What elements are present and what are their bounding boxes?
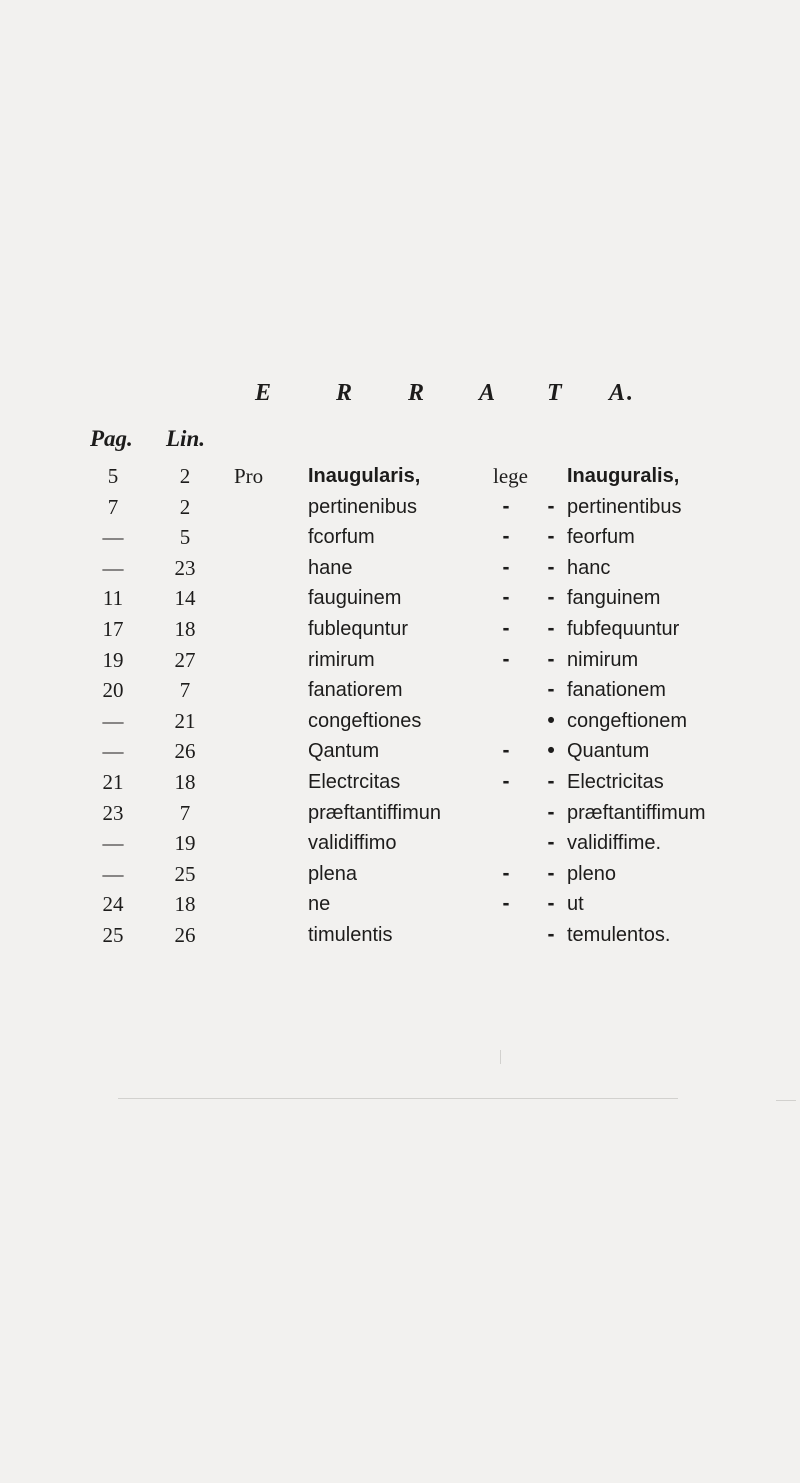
page-number: — xyxy=(102,861,124,886)
separator-mark: - xyxy=(547,525,555,549)
pag-header: Pag. xyxy=(90,426,133,451)
separator-mark: - xyxy=(547,494,555,518)
page-number: — xyxy=(102,708,124,733)
corrected-text: fubfequuntur xyxy=(567,618,680,640)
corrected-text: congeftionem xyxy=(567,709,688,732)
erroneous-text: plena xyxy=(308,862,357,885)
errata-row xyxy=(0,554,800,584)
corrected-text: ut xyxy=(567,893,584,916)
errata-row xyxy=(0,768,800,798)
line-number: 2 xyxy=(179,464,191,488)
scan-mark xyxy=(776,1100,796,1101)
errata-row xyxy=(0,737,800,767)
separator-mark: • xyxy=(547,708,555,732)
line-number: 23 xyxy=(174,555,196,580)
errata-row xyxy=(0,829,800,859)
page-number: 24 xyxy=(102,892,124,917)
separator-mark: - xyxy=(547,892,555,916)
page-number: 5 xyxy=(107,464,119,488)
title-letter: A xyxy=(479,380,498,406)
line-number: 7 xyxy=(179,800,191,825)
line-number: 26 xyxy=(174,923,196,947)
separator-mark: - xyxy=(547,678,555,702)
separator-mark: • xyxy=(547,739,555,763)
corrected-text: præftantiffimum xyxy=(567,801,706,824)
page-number: 25 xyxy=(102,923,124,947)
line-number: 14 xyxy=(174,586,196,611)
corrected-text: feorfum xyxy=(567,526,635,549)
separator-mark: - xyxy=(502,739,510,763)
corrected-text: fanationem xyxy=(567,679,666,702)
line-number: 2 xyxy=(179,494,191,519)
erroneous-text: fcorfum xyxy=(308,526,375,549)
erroneous-text: Inaugularis, xyxy=(308,465,421,487)
line-number: 21 xyxy=(174,708,196,733)
separator-mark: - xyxy=(547,647,555,671)
separator-mark: - xyxy=(502,770,510,793)
line-number: 18 xyxy=(174,770,196,794)
errata-row xyxy=(0,615,800,645)
lege-label: lege xyxy=(493,464,528,488)
errata-title xyxy=(0,380,800,420)
page-number: 17 xyxy=(102,617,124,641)
separator-mark: - xyxy=(547,923,555,946)
separator-mark: - xyxy=(502,647,510,671)
corrected-text: nimirum xyxy=(567,648,639,671)
erroneous-text: congeftiones xyxy=(308,709,422,732)
page-number: 19 xyxy=(102,647,124,672)
separator-mark: - xyxy=(547,800,555,824)
lin-header: Lin. xyxy=(166,426,205,451)
separator-mark: - xyxy=(502,617,510,640)
errata-row xyxy=(0,707,800,737)
corrected-text: Inauguralis, xyxy=(567,465,680,487)
erroneous-text: ne xyxy=(308,893,331,916)
errata-row xyxy=(0,523,800,553)
page-number: 11 xyxy=(102,586,124,611)
separator-mark: - xyxy=(502,494,510,518)
erroneous-text: rimirum xyxy=(308,648,375,671)
erroneous-text: præftantiffimun xyxy=(308,801,442,824)
line-number: 7 xyxy=(179,678,191,703)
corrected-text: hanc xyxy=(567,556,611,579)
pro-label: Pro xyxy=(234,464,264,488)
separator-mark: - xyxy=(547,586,555,610)
separator-mark: - xyxy=(547,770,555,793)
title-letter: T xyxy=(547,380,564,406)
corrected-text: temulentos. xyxy=(567,924,671,946)
corrected-text: validiffime. xyxy=(567,832,662,855)
line-number: 18 xyxy=(174,617,196,641)
separator-mark: - xyxy=(547,861,555,885)
page-number: — xyxy=(102,831,124,856)
page-number: 23 xyxy=(102,800,124,825)
title-letter: E xyxy=(255,380,274,406)
page-number: — xyxy=(102,525,124,550)
separator-mark: - xyxy=(502,861,510,885)
scan-mark xyxy=(500,1050,501,1064)
erroneous-text: pertinenibus xyxy=(308,495,417,518)
separator-mark: - xyxy=(547,617,555,640)
corrected-text: Electricitas xyxy=(567,771,664,793)
errata-row xyxy=(0,646,800,676)
erroneous-text: validiffimo xyxy=(308,832,397,855)
separator-mark: - xyxy=(547,555,555,579)
corrected-text: pleno xyxy=(567,862,616,885)
corrected-text: Quantum xyxy=(567,740,650,763)
separator-mark: - xyxy=(502,555,510,579)
corrected-text: fanguinem xyxy=(567,587,661,610)
errata-row xyxy=(0,799,800,829)
erroneous-text: Electrcitas xyxy=(308,771,401,793)
page-number: 20 xyxy=(102,678,124,703)
page-number: — xyxy=(102,555,124,580)
erroneous-text: fauguinem xyxy=(308,587,402,610)
errata-row xyxy=(0,890,800,920)
line-number: 5 xyxy=(179,525,191,550)
errata-row xyxy=(0,493,800,523)
line-number: 25 xyxy=(174,861,196,886)
errata-row xyxy=(0,921,800,951)
title-letter: R xyxy=(336,380,355,406)
line-number: 26 xyxy=(174,739,196,764)
page-number: 7 xyxy=(107,494,119,519)
erroneous-text: Qantum xyxy=(308,740,380,763)
line-number: 27 xyxy=(174,647,196,672)
separator-mark: - xyxy=(547,831,555,855)
scan-mark xyxy=(118,1098,678,1099)
erroneous-text: fublequntur xyxy=(308,618,409,640)
separator-mark: - xyxy=(502,892,510,916)
erroneous-text: fanatiorem xyxy=(308,679,403,702)
line-number: 18 xyxy=(174,892,196,917)
errata-row xyxy=(0,462,800,492)
line-number: 19 xyxy=(174,831,196,856)
separator-mark: - xyxy=(502,586,510,610)
corrected-text: pertinentibus xyxy=(567,495,682,518)
title-letter: A. xyxy=(609,380,636,406)
erroneous-text: timulentis xyxy=(308,924,393,946)
errata-row xyxy=(0,860,800,890)
page-number: 21 xyxy=(102,770,124,794)
errata-row xyxy=(0,676,800,706)
page-number: — xyxy=(102,739,124,764)
title-letter: R xyxy=(408,380,427,406)
errata-row xyxy=(0,584,800,614)
separator-mark: - xyxy=(502,525,510,549)
erroneous-text: hane xyxy=(308,556,353,579)
